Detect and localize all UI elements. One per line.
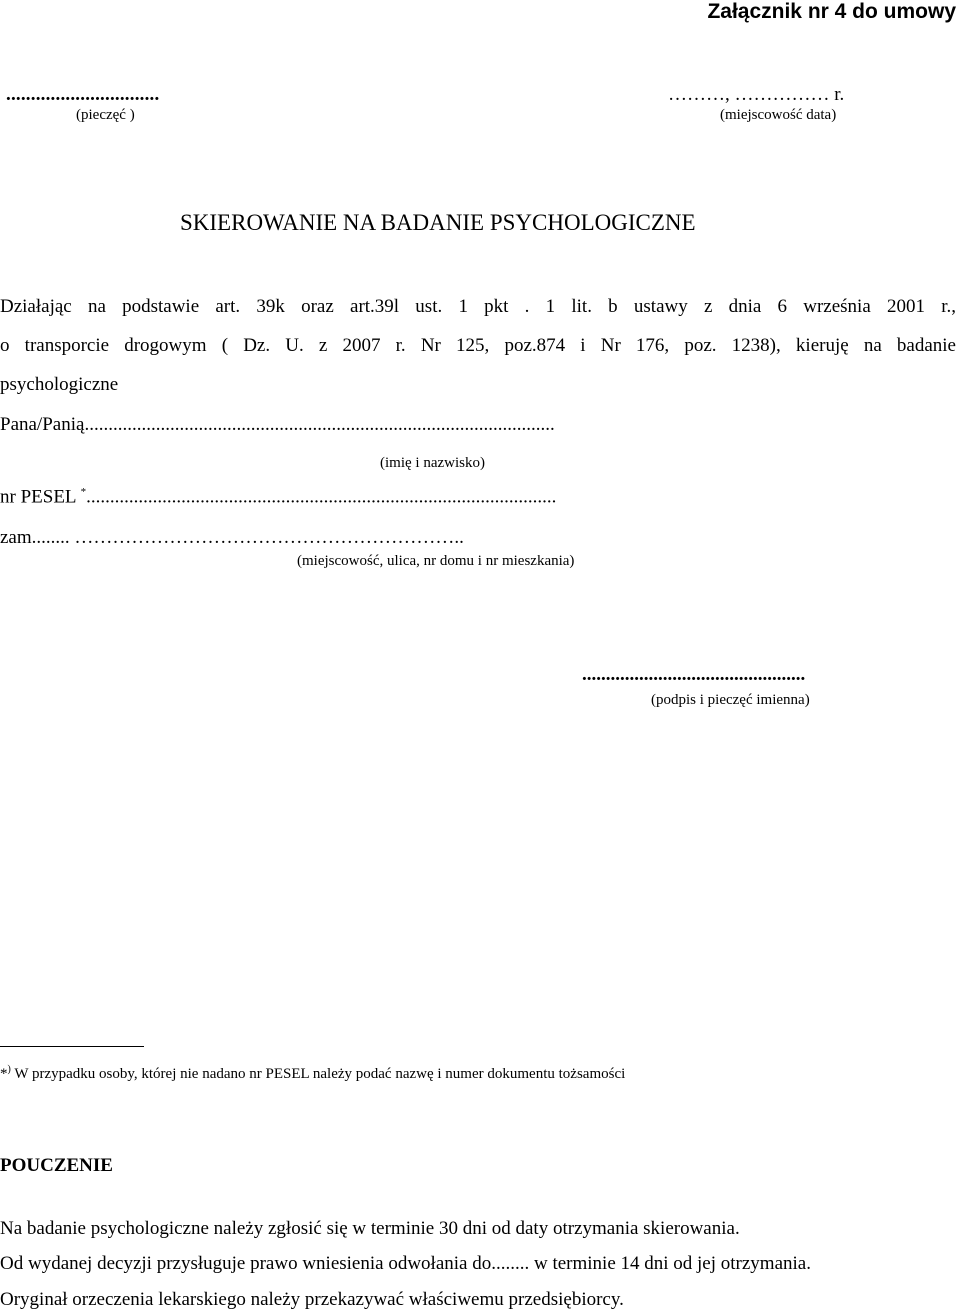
annex-title: Załącznik nr 4 do umowy (707, 0, 956, 23)
signature-caption: (podpis i pieczęć imienna) (651, 692, 810, 708)
footnote-rule (0, 1046, 144, 1047)
footnote-marker: * (0, 1066, 8, 1082)
document-title: SKIEROWANIE NA BADANIE PSYCHOLOGICZNE (180, 210, 696, 235)
address-field[interactable] (0, 527, 464, 549)
notice-line-1: Na badanie psychologiczne należy zgłosić się w terminie 30 dni od daty otrzymania skierowania. (0, 1218, 740, 1239)
pesel-footnote-marker: * (80, 486, 87, 498)
intro-line-1: Działając na podstawie art. 39k oraz art.39l ust. 1 pkt . 1 lit. b ustawy z dnia 6 września 2001 r., (0, 296, 956, 317)
intro-line-3: psychologiczne (0, 374, 119, 395)
place-date-dots: ………, …………… r. (668, 84, 845, 105)
notice-heading: POUCZENIE (0, 1155, 113, 1176)
pesel-dots: ................................................................................................... (86, 486, 557, 508)
address-dots: ........ …………………………………………………….. (31, 527, 464, 548)
pesel-label: nr PESEL (0, 486, 76, 508)
intro-line-2: o transporcie drogowym ( Dz. U. z 2007 r. Nr 125, poz.874 i Nr 176, poz. 1238), kieruję na badanie (0, 335, 956, 356)
place-date-caption: (miejscowość data) (720, 107, 837, 123)
stamp-dots: ............................... (6, 84, 160, 105)
address-label: zam (0, 527, 32, 548)
stamp-caption: (pieczęć ) (76, 107, 135, 123)
name-field[interactable] (0, 414, 555, 436)
footnote-text: W przypadku osoby, której nie nadano nr PESEL należy podać nazwę i numer dokumentu tożsamości (14, 1066, 626, 1082)
notice-line-2: Od wydanej decyzji przysługuje prawo wniesienia odwołania do........ w terminie 14 dni od jej otrzymania. (0, 1253, 811, 1274)
footnote (0, 1064, 625, 1083)
name-label: Pana/Panią (0, 414, 85, 435)
name-dots: ................................................................................................... (84, 414, 555, 435)
signature-dots: ............................................... (582, 664, 806, 685)
notice-line-3: Oryginał orzeczenia lekarskiego należy przekazywać właściwemu przedsiębiorcy. (0, 1289, 624, 1310)
name-caption: (imię i nazwisko) (380, 455, 485, 471)
pesel-field[interactable] (0, 486, 556, 508)
address-caption: (miejscowość, ulica, nr domu i nr mieszkania) (297, 553, 575, 569)
footnote-paren: ) (7, 1064, 11, 1075)
